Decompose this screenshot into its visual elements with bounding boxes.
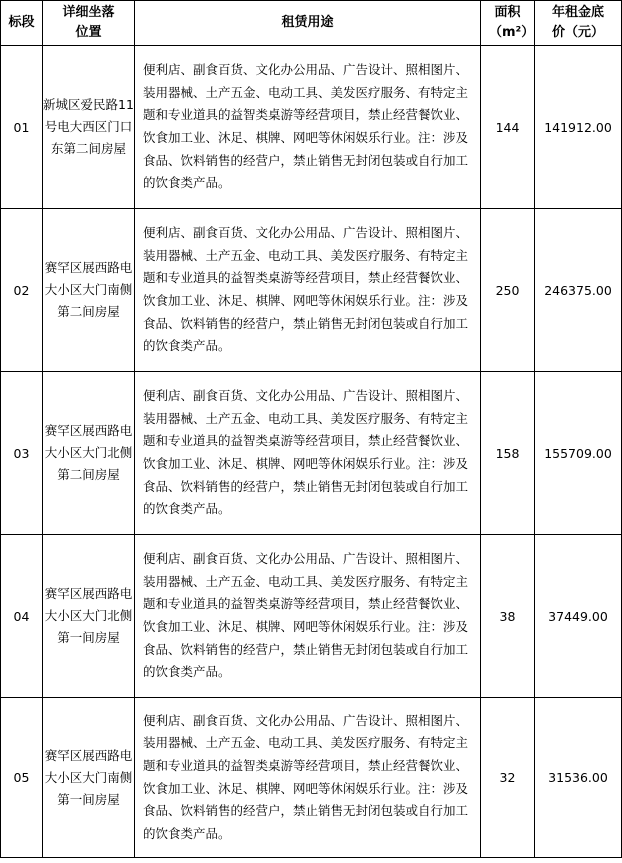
location-cell: 赛罕区展西路电大小区大门南侧第一间房屋: [43, 698, 135, 858]
price-cell: 141912.00: [535, 46, 622, 209]
use-cell: 便利店、副食百货、文化办公用品、广告设计、照相图片、装用器械、土产五金、电动工具、美发医疗服务、有特定主题和专业道具的益智类桌游等经营项目，禁止经营餐饮业、饮食加工业、沐足、棋牌、网吧等休闲娱乐行业。注：涉及食品、饮料销售的经营户，禁止销售无封闭包装或自行加工的饮食类产品。: [135, 209, 481, 372]
lot-number: 03: [1, 372, 43, 535]
header-row: [1, 1, 622, 46]
price-cell: 155709.00: [535, 372, 622, 535]
area-cell: 32: [481, 698, 535, 858]
area-cell: 38: [481, 535, 535, 698]
price-cell: 37449.00: [535, 535, 622, 698]
header-location: 详细坐落位置: [43, 1, 135, 46]
table-row: [1, 698, 622, 858]
location-cell: 赛罕区展西路电大小区大门南侧第二间房屋: [43, 209, 135, 372]
use-cell: 便利店、副食百货、文化办公用品、广告设计、照相图片、装用器械、土产五金、电动工具、美发医疗服务、有特定主题和专业道具的益智类桌游等经营项目，禁止经营餐饮业、饮食加工业、沐足、棋牌、网吧等休闲娱乐行业。注：涉及食品、饮料销售的经营户，禁止销售无封闭包装或自行加工的饮食类产品。: [135, 535, 481, 698]
lot-number: 05: [1, 698, 43, 858]
header-use: 租赁用途: [135, 1, 481, 46]
area-cell: 158: [481, 372, 535, 535]
header-area: 面积（m²）: [481, 1, 535, 46]
header-price: 年租金底价（元）: [535, 1, 622, 46]
location-cell: 赛罕区展西路电大小区大门北侧第一间房屋: [43, 535, 135, 698]
lot-number: 04: [1, 535, 43, 698]
area-cell: 250: [481, 209, 535, 372]
lot-number: 02: [1, 209, 43, 372]
use-cell: 便利店、副食百货、文化办公用品、广告设计、照相图片、装用器械、土产五金、电动工具、美发医疗服务、有特定主题和专业道具的益智类桌游等经营项目，禁止经营餐饮业、饮食加工业、沐足、棋牌、网吧等休闲娱乐行业。注：涉及食品、饮料销售的经营户，禁止销售无封闭包装或自行加工的饮食类产品。: [135, 698, 481, 858]
use-cell: 便利店、副食百货、文化办公用品、广告设计、照相图片、装用器械、土产五金、电动工具、美发医疗服务、有特定主题和专业道具的益智类桌游等经营项目，禁止经营餐饮业、饮食加工业、沐足、棋牌、网吧等休闲娱乐行业。注：涉及食品、饮料销售的经营户，禁止销售无封闭包装或自行加工的饮食类产品。: [135, 46, 481, 209]
lot-number: 01: [1, 46, 43, 209]
location-cell: 赛罕区展西路电大小区大门北侧第二间房屋: [43, 372, 135, 535]
header-lot: 标段: [1, 1, 43, 46]
location-cell: 新城区爱民路11号电大西区门口东第二间房屋: [43, 46, 135, 209]
table-row: [1, 46, 622, 209]
table-row: [1, 372, 622, 535]
area-cell: 144: [481, 46, 535, 209]
use-cell: 便利店、副食百货、文化办公用品、广告设计、照相图片、装用器械、土产五金、电动工具、美发医疗服务、有特定主题和专业道具的益智类桌游等经营项目，禁止经营餐饮业、饮食加工业、沐足、棋牌、网吧等休闲娱乐行业。注：涉及食品、饮料销售的经营户，禁止销售无封闭包装或自行加工的饮食类产品。: [135, 372, 481, 535]
price-cell: 246375.00: [535, 209, 622, 372]
price-cell: 31536.00: [535, 698, 622, 858]
table-row: [1, 535, 622, 698]
table-row: [1, 209, 622, 372]
